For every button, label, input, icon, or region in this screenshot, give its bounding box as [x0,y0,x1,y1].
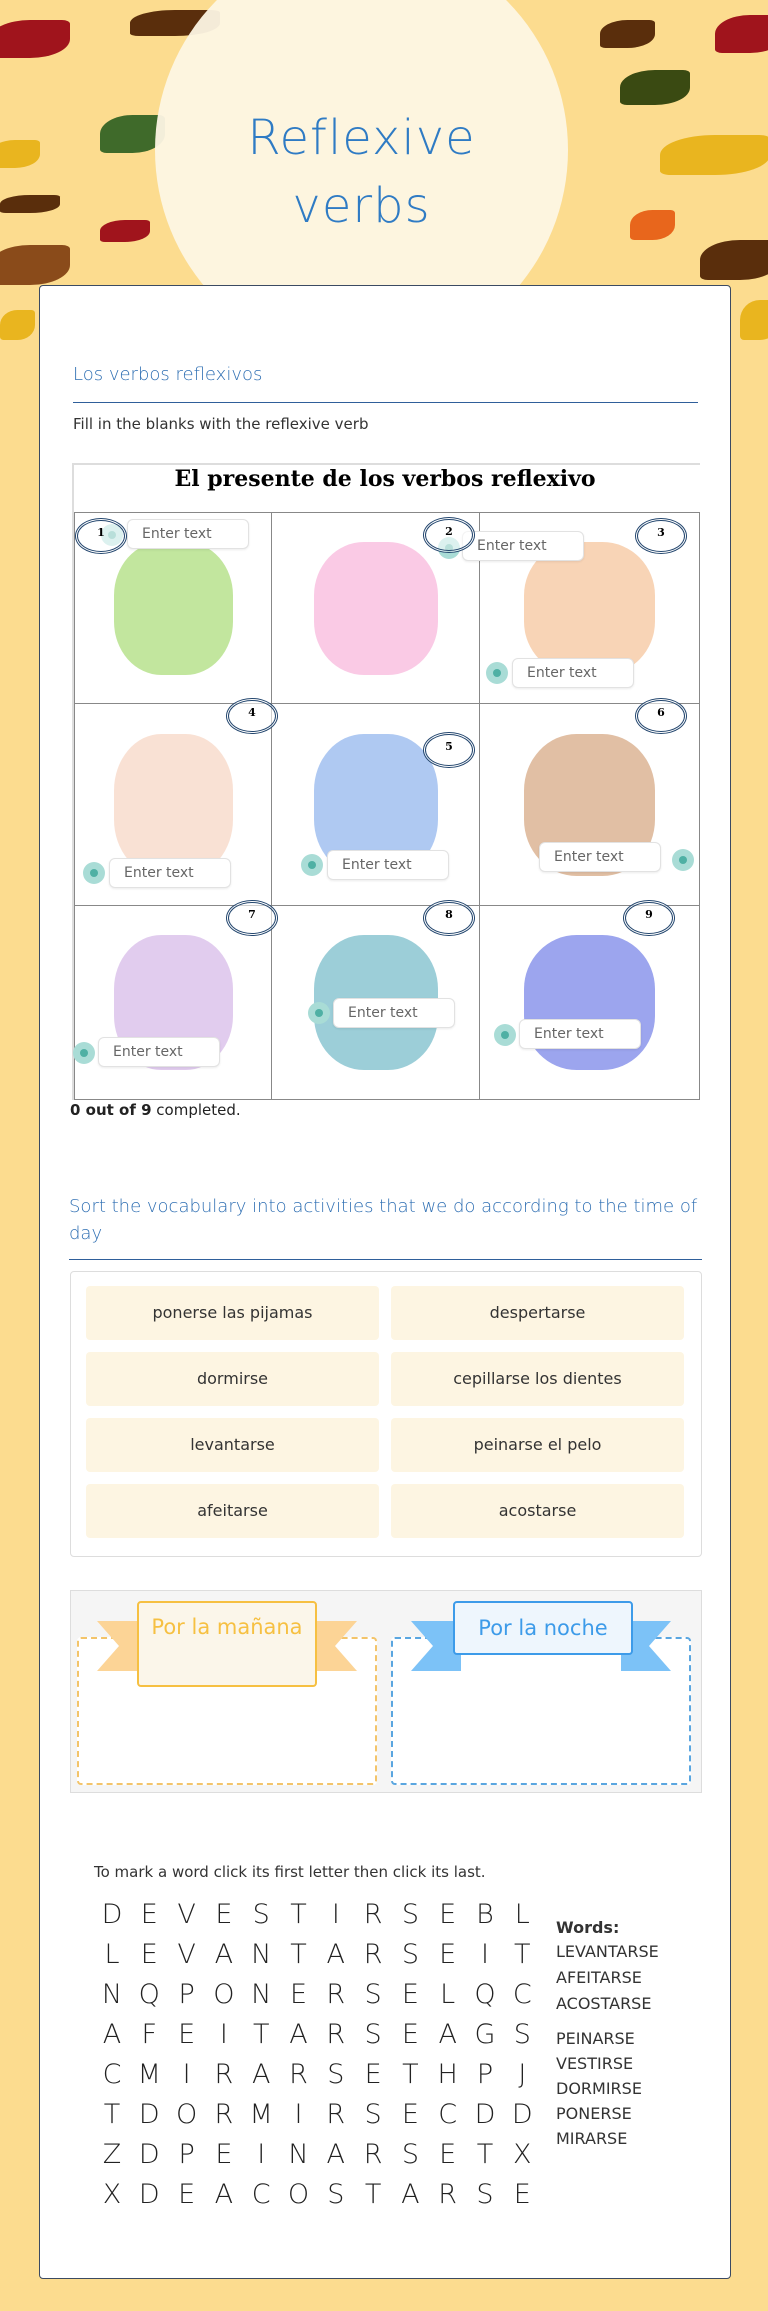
grid-letter[interactable]: E [215,2139,233,2170]
grid-letter[interactable]: A [326,1939,346,1970]
grid-letter[interactable]: Q [138,1979,160,2010]
grid-letter[interactable]: S [401,1899,419,1930]
section-heading-verbos: Los verbos reflexivos [73,364,263,385]
grid-letter[interactable]: I [481,1939,489,1970]
grid-letter[interactable]: T [103,2099,121,2130]
picture-number: 3 [635,518,687,554]
grid-letter[interactable]: I [182,2059,191,2090]
grid-letter[interactable]: E [140,1899,158,1930]
grid-letter[interactable]: C [102,2059,122,2090]
illustration [114,734,232,875]
vocab-item[interactable]: ponerse las pijamas [86,1286,379,1340]
grid-letter[interactable]: M [137,2059,161,2090]
vocab-item[interactable]: acostarse [391,1484,684,1538]
hotspot-icon[interactable] [486,662,508,684]
grid-letter[interactable]: R [363,2139,383,2170]
vocab-item[interactable]: despertarse [391,1286,684,1340]
grid-letter[interactable]: C [512,1979,532,2010]
grid-letter[interactable]: I [294,2099,303,2130]
instruction-text: Fill in the blanks with the reflexive verb [73,415,369,433]
grid-letter[interactable]: X [513,2139,532,2170]
grid-letter[interactable]: A [214,2179,234,2210]
illustration [524,542,655,676]
category-area [70,1590,702,1793]
grid-letter[interactable]: D [474,2099,496,2130]
vocab-item[interactable]: cepillarse los dientes [391,1352,684,1406]
grid-letter[interactable]: A [326,2139,346,2170]
picture-number: 1 [75,518,127,554]
word-list-item: ACOSTARSE [556,1994,652,2013]
grid-letter[interactable]: J [518,2059,527,2090]
grid-letter[interactable]: S [401,1939,419,1970]
picture-number: 6 [635,698,687,734]
grid-letter[interactable]: O [175,2099,198,2130]
grid-letter[interactable]: R [326,1979,346,2010]
grid-letter[interactable]: O [287,2179,310,2210]
grid-letter[interactable]: I [331,1899,340,1930]
hotspot-icon[interactable] [308,1002,330,1024]
answer-input-8[interactable] [333,998,455,1028]
input-placeholder: Enter text [477,538,547,554]
word-list-item: VESTIRSE [556,2054,634,2073]
grid-letter[interactable]: H [437,2059,458,2090]
input-placeholder: Enter text [124,865,194,881]
word-list-item: PONERSE [556,2104,632,2123]
worksheet-title: El presente de los verbos reflexivo [174,466,596,492]
grid-letter[interactable]: T [252,2019,270,2050]
grid-letter[interactable]: N [251,1939,272,1970]
grid-letter[interactable]: D [138,2179,160,2210]
grid-letter[interactable]: S [364,2019,382,2050]
grid-letter[interactable]: R [438,2179,458,2210]
grid-letter[interactable]: E [401,1979,419,2010]
word-list-item: MIRARSE [556,2129,628,2148]
word-list-item: LEVANTARSE [556,1942,659,1961]
grid-letter[interactable]: E [513,2179,531,2210]
answer-input-2[interactable] [462,531,584,561]
answer-input-7[interactable] [98,1037,220,1067]
vocab-item[interactable]: peinarse el pelo [391,1418,684,1472]
grid-letter[interactable]: R [214,2099,234,2130]
answer-input-9[interactable] [519,1019,641,1049]
input-placeholder: Enter text [142,526,212,542]
answer-input-4[interactable] [109,858,231,888]
grid-letter[interactable]: P [476,2059,494,2090]
grid-letter[interactable]: E [289,1979,308,2010]
hotspot-icon[interactable] [301,854,323,876]
grid-letter[interactable]: S [401,2139,419,2170]
grid-letter[interactable]: E [439,1899,457,1930]
grid-letter[interactable]: G [474,2019,496,2050]
grid-letter[interactable]: T [402,2059,419,2090]
illustration [114,542,232,676]
hotspot-icon[interactable] [73,1042,95,1064]
category-label-morning: Por la mañana [137,1601,317,1687]
wordsearch-instruction: To mark a word click its first letter then click its last. [94,1863,486,1881]
grid-letter[interactable]: I [219,2019,228,2050]
picture-number: 7 [226,900,278,936]
grid-letter[interactable]: A [102,2019,122,2050]
grid-letter[interactable]: L [514,1899,530,1930]
vocab-item[interactable]: afeitarse [86,1484,379,1538]
grid-letter[interactable]: N [101,1979,123,2010]
grid-letter[interactable]: E [178,2019,196,2050]
grid-letter[interactable]: N [251,1979,272,2010]
grid-letter[interactable]: S [364,2099,382,2130]
worksheet-cell [479,905,700,1100]
section-heading-sort: Sort the vocabulary into activities that we do according to the time of day [69,1196,698,1244]
input-placeholder: Enter text [342,857,412,873]
grid-letter[interactable]: Q [474,1979,496,2010]
picture-number: 4 [226,698,278,734]
grid-letter[interactable]: T [364,2179,382,2210]
divider [69,1259,702,1260]
input-placeholder: Enter text [113,1044,183,1060]
input-placeholder: Enter text [554,849,624,865]
grid-letter[interactable]: I [257,2139,266,2170]
grid-letter[interactable]: C [251,2179,271,2210]
grid-letter[interactable]: E [178,2179,196,2210]
grid-letter[interactable]: E [439,2139,457,2170]
grid-letter[interactable]: C [438,2099,458,2130]
word-list-item: DORMIRSE [556,2079,642,2098]
grid-letter[interactable]: P [178,1979,195,2010]
grid-letter[interactable]: D [511,2099,533,2130]
picture-number: 2 [423,517,475,553]
category-label-night: Por la noche [453,1601,633,1655]
answer-input-6[interactable] [539,842,661,872]
input-placeholder: Enter text [348,1005,418,1021]
answer-input-5[interactable] [327,850,449,880]
grid-letter[interactable]: R [326,2019,346,2050]
grid-letter[interactable]: N [288,2139,309,2170]
hotspot-icon[interactable] [494,1024,516,1046]
progress-suffix: completed. [151,1101,241,1119]
answer-input-3[interactable] [512,658,634,688]
input-placeholder: Enter text [527,665,597,681]
grid-letter[interactable]: S [476,2179,494,2210]
grid-letter[interactable]: L [440,1979,456,2010]
grid-letter[interactable]: X [102,2179,122,2210]
grid-letter[interactable]: R [289,2059,308,2090]
grid-letter[interactable]: Z [102,2139,122,2170]
word-list-item: AFEITARSE [556,1968,642,1987]
illustration [314,542,439,676]
picture-number: 9 [623,900,675,936]
grid-letter[interactable]: R [363,1939,383,1970]
grid-letter[interactable]: V [177,1899,196,1930]
grid-letter[interactable]: T [514,1939,531,1970]
grid-letter[interactable]: R [214,2059,234,2090]
progress-count: 0 out of 9 [70,1101,152,1119]
grid-letter[interactable]: E [439,1939,457,1970]
grid-letter[interactable]: D [138,2139,160,2170]
grid-letter[interactable]: O [213,1979,235,2010]
page-title-line2: verbs [292,178,431,234]
worksheet-cell [479,703,700,907]
grid-letter[interactable]: V [177,1939,196,1970]
grid-letter[interactable]: E [140,1939,158,1970]
grid-letter[interactable]: M [249,2099,273,2130]
grid-letter[interactable]: A [401,2179,420,2210]
grid-letter[interactable]: A [289,2019,308,2050]
grid-letter[interactable]: T [290,1899,307,1930]
grid-letter[interactable]: A [214,1939,234,1970]
grid-letter[interactable]: R [326,2099,346,2130]
input-placeholder: Enter text [534,1026,604,1042]
grid-letter[interactable]: S [364,1979,382,2010]
divider [73,402,698,403]
grid-letter[interactable]: A [438,2019,457,2050]
grid-letter[interactable]: B [476,1899,494,1930]
grid-letter[interactable]: E [401,2019,419,2050]
grid-letter[interactable]: T [476,2139,494,2170]
grid-letter[interactable]: S [327,2059,345,2090]
grid-letter[interactable]: T [290,1939,307,1970]
hotspot-icon[interactable] [672,849,694,871]
picture-number: 5 [423,732,475,768]
grid-letter[interactable]: E [401,2099,419,2130]
progress-status [70,1101,241,1119]
word-list-item: PEINARSE [556,2029,635,2048]
grid-letter[interactable]: D [138,2099,160,2130]
grid-letter[interactable]: S [513,2019,531,2050]
grid-letter[interactable]: R [363,1899,383,1930]
grid-letter[interactable]: F [141,2019,158,2050]
grid-letter[interactable]: L [104,1939,120,1970]
grid-letter[interactable]: E [364,2059,382,2090]
grid-letter[interactable]: P [178,2139,195,2170]
grid-letter[interactable]: D [101,1899,123,1930]
hotspot-icon[interactable] [83,862,105,884]
grid-letter[interactable]: E [215,1899,233,1930]
vocab-item[interactable]: dormirse [86,1352,379,1406]
illustration [524,935,655,1070]
picture-number: 8 [423,900,475,936]
words-label: Words: [556,1918,620,1937]
grid-letter[interactable]: S [252,1899,270,1930]
vocab-item[interactable]: levantarse [86,1418,379,1472]
grid-letter[interactable]: S [327,2179,345,2210]
page-title: Reflexive [247,110,476,166]
answer-input-1[interactable] [127,519,249,549]
grid-letter[interactable]: A [251,2059,271,2090]
